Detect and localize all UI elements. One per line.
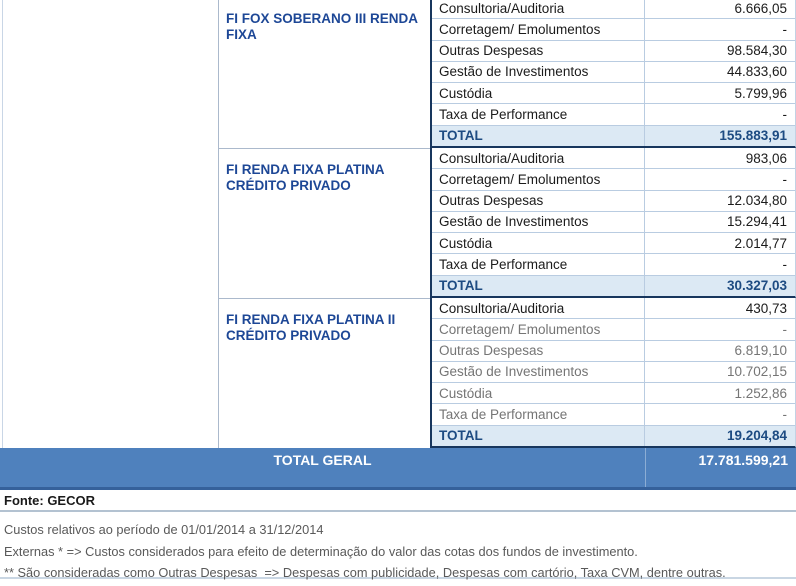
- cost-value: -: [782, 107, 787, 123]
- total-label: TOTAL: [432, 276, 645, 296]
- grand-total-value: 17.781.599,21: [698, 452, 788, 468]
- fund-block: [218, 148, 796, 298]
- cost-type-label: Gestão de Investimentos: [432, 362, 645, 382]
- table-row: [432, 298, 795, 318]
- footnotes: [0, 514, 796, 579]
- total-value: 19.204,84: [726, 428, 787, 444]
- table-row: [432, 382, 795, 403]
- cost-type-label: Corretagem/ Emolumentos: [432, 319, 645, 339]
- source-label: Fonte: GECOR: [0, 491, 796, 512]
- cost-value: -: [782, 21, 787, 37]
- table-row: [432, 148, 795, 168]
- cost-value: 15.294,41: [726, 214, 787, 230]
- table-row: [432, 253, 795, 274]
- table-row: [432, 190, 795, 211]
- cost-type-label: Outras Despesas: [432, 41, 645, 61]
- cost-value: 6.666,05: [734, 0, 787, 16]
- cost-value: 10.702,15: [726, 364, 787, 380]
- footnote-line: Custos relativos ao período de 01/01/2014 a 31/12/2014: [4, 522, 324, 537]
- cost-value: -: [782, 171, 787, 187]
- fund-name-cell: FI RENDA FIXA PLATINA II CRÉDITO PRIVADO: [218, 298, 430, 448]
- cost-value: 98.584,30: [726, 43, 787, 59]
- cost-type-label: Taxa de Performance: [432, 404, 645, 424]
- table-row: [432, 61, 795, 82]
- table-row: [432, 40, 795, 61]
- cost-type-label: Corretagem/ Emolumentos: [432, 169, 645, 189]
- table-row: [432, 340, 795, 361]
- table-row: [432, 103, 795, 124]
- total-row: [432, 275, 795, 296]
- cost-value: 430,73: [745, 300, 787, 316]
- table-row: [432, 318, 795, 339]
- grand-total-row: [0, 448, 796, 490]
- table-row: [432, 18, 795, 39]
- cost-value: 6.819,10: [734, 343, 787, 359]
- cost-type-label: Custódia: [432, 383, 645, 403]
- cost-type-label: Custódia: [432, 233, 645, 253]
- cost-type-label: Corretagem/ Emolumentos: [432, 19, 645, 39]
- fund-name-cell: FI FOX SOBERANO III RENDA FIXA: [218, 0, 430, 148]
- cost-type-label: Outras Despesas: [432, 191, 645, 211]
- total-row: [432, 425, 795, 446]
- footnote-line: ** São consideradas como Outras Despesas => Despesas com publicidade, Despesas com cartório, Taxa CVM, dentre outras.: [4, 565, 726, 580]
- total-label: TOTAL: [432, 426, 645, 446]
- cost-value: 12.034,80: [726, 193, 787, 209]
- cost-type-label: Custódia: [432, 83, 645, 103]
- fund-blocks: [218, 0, 796, 448]
- fund-cost-detail: [430, 298, 796, 448]
- cost-value: -: [782, 257, 787, 273]
- fund-cost-detail: [430, 148, 796, 298]
- total-row: [432, 125, 795, 146]
- cost-value: 1.252,86: [734, 385, 787, 401]
- cost-type-label: Taxa de Performance: [432, 104, 645, 124]
- cost-value: 2.014,77: [734, 235, 787, 251]
- cost-value: -: [782, 321, 787, 337]
- table-row: [432, 232, 795, 253]
- empty-left-column: [2, 0, 219, 448]
- cost-type-label: Consultoria/Auditoria: [432, 298, 645, 318]
- table-row: [432, 361, 795, 382]
- total-label: TOTAL: [432, 126, 645, 146]
- cost-type-label: Gestão de Investimentos: [432, 212, 645, 232]
- cost-type-label: Outras Despesas: [432, 341, 645, 361]
- fund-name-cell: FI RENDA FIXA PLATINA CRÉDITO PRIVADO: [218, 148, 430, 298]
- cost-value: 44.833,60: [726, 64, 787, 80]
- grand-total-label: TOTAL GERAL: [273, 452, 372, 468]
- footnote-line: Externas * => Custos considerados para efeito de determinação do valor das cotas dos fundos de investimento.: [4, 543, 638, 559]
- cost-value: -: [782, 407, 787, 423]
- fund-block: [218, 0, 796, 148]
- table-row: [432, 403, 795, 424]
- table-row: [432, 82, 795, 103]
- total-value: 155.883,91: [719, 128, 787, 144]
- total-value: 30.327,03: [726, 278, 787, 294]
- cost-value: 983,06: [745, 150, 787, 166]
- cost-type-label: Consultoria/Auditoria: [432, 0, 645, 18]
- cost-value: 5.799,96: [734, 85, 787, 101]
- table-row: [432, 0, 795, 18]
- fund-block: [218, 298, 796, 448]
- cost-type-label: Taxa de Performance: [432, 254, 645, 274]
- table-row: [432, 211, 795, 232]
- table-row: [432, 168, 795, 189]
- cost-type-label: Consultoria/Auditoria: [432, 148, 645, 168]
- column-divider: [645, 448, 646, 487]
- cost-type-label: Gestão de Investimentos: [432, 62, 645, 82]
- fund-cost-detail: [430, 0, 796, 148]
